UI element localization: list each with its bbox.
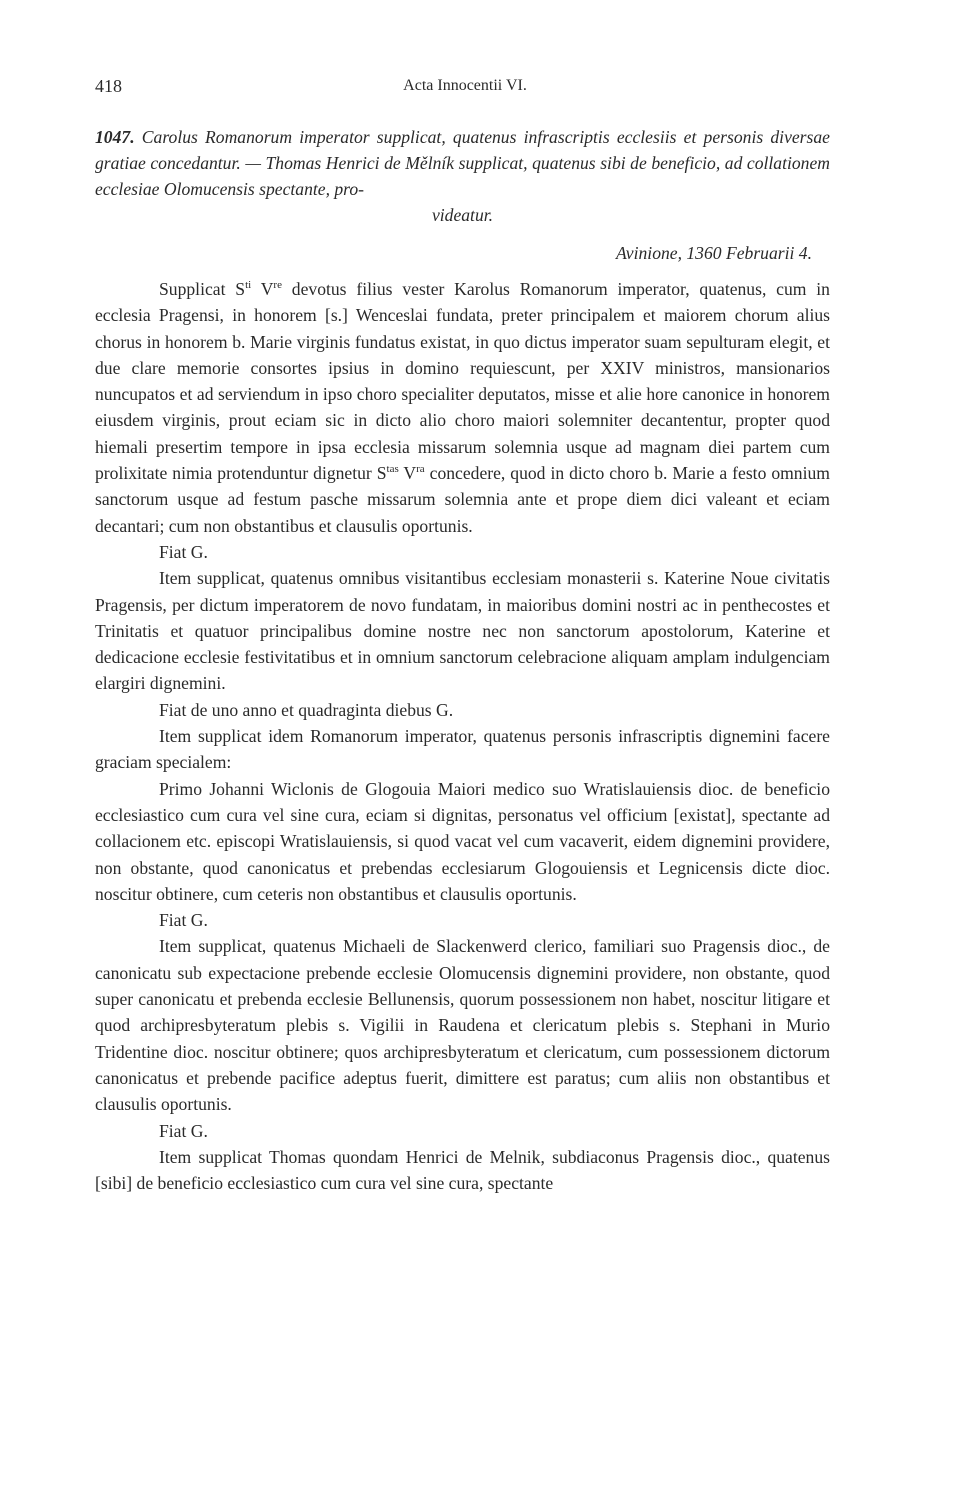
paragraph-item: Item supplicat, quatenus Michaeli de Slackenwerd clerico, familiari suo Pragensis dioc., de canonicatu sub expectacione prebende ecclesie Olomucensis dignemini providere, non obstante, quod super canonicatu et prebenda ecclesie Bellunensis, quorum possessionem non habet, noscitur litigare et quod archipresbyteratum plebis s. Vigilii in Raudena et clericatum plebis s. Stephani in Murio Tridentine dioc. noscitur obtinere; quos archipresbyteratum et clericatum, cum possessionem dictorum canonicatus et prebende pacifice adeptus fuerit, dimittere est paratus; cum aliis non obstantibus et clausulis oportunis. [95,936,830,1115]
regest-summary [95,124,830,202]
superscript: re [273,279,282,292]
fiat-grant: Fiat G. [159,541,208,562]
fiat-grant: Fiat G. [159,910,208,931]
superscript: ti [245,279,252,292]
running-title: Acta Innocentii VI. [403,77,527,94]
superscript: ra [416,463,425,476]
dateline: Avinione, 1360 Februarii 4. [616,243,812,263]
page-header [95,76,835,102]
text-segment: Supplicat S [159,279,246,299]
paragraph-item: Item supplicat idem Romanorum imperator, quatenus personis infrascriptis dignemini facere graciam specialem: [95,726,830,773]
document-body [95,124,830,1196]
regest-text: Carolus Romanorum imperator supplicat, quatenus infrascriptis ecclesiis et personis diversae gratiae concedantur. — Thomas Henrici de Mělník supplicat, quatenus sibi de beneficio, ad collationem ecclesiae Olomucensis spectante, pro- [95,127,830,199]
regest-continuation: videatur. [431,205,494,225]
document-number: 1047. [95,127,135,147]
text-segment: V [251,279,274,299]
page-number: 418 [95,76,122,96]
superscript: tas [386,463,399,476]
paragraph-supplication [95,276,830,539]
text-segment: V [398,463,417,484]
paragraph-item: Primo Johanni Wiclonis de Glogouia Maiori medico suo Wratislauiensis dioc. de beneficio ecclesiastico cum cura vel sine cura, eciam si dignitas, personatus vel officium [existat], spectante ad collacionem etc. episcopi Wratislauiensis, si quod vacat vel cum vacaverit, eidem dignemini providere, non obstante, quod canonicatus et prebendas ecclesiarum Glogouiensis et Legnicensis dicte dioc. noscitur obtinere, cum ceteris non obstantibus et clausulis oportunis. [95,778,830,904]
paragraph-item: Item supplicat Thomas quondam Henrici de Melnik, subdiaconus Pragensis dioc., quatenus [sibi] de beneficio ecclesiastico cum cura vel sine cura, spectante [95,1146,830,1194]
paragraph-item: Item supplicat, quatenus omnibus visitantibus ecclesiam monasterii s. Katerine Noue civitatis Pragensis, per dictum imperatorem de novo fundatam, in maioribus domini nostri ac in penthecostes et Trinitatis et quatuor principalibus domine nostre nec non sanctorum apostolorum, Katerine et dedicacione ecclesie festivitatibus et in omnium sanctorum celebracione aliquam amplam indulgenciam elargiri dignemini. [95,568,830,694]
fiat-grant: Fiat G. [159,1120,208,1141]
fiat-grant: Fiat de uno anno et quadraginta diebus G. [159,699,454,720]
text-segment: concedere, quod in dicto choro b. Marie a festo omnium sanctorum usque ad festum pasche missarum solemnia ante et prope diem dici valeant et eciam decantari; cum non obstantibus et clausulis oportunis. [95,463,830,536]
text-segment: devotus filius vester Karolus Romanorum imperator, quatenus, cum in ecclesia Pragensi, in honorem [s.] Wenceslai fundata, preter principalem et maiorem chorum alius chorus in honorem b. Marie virginis fundatus existat, in quo dictus imperator suam sepulturam elegit, et due clare memorie consortes ipsius in domino requiescunt, per XXIV ministros, mansionarios nuncupatos et ad serviendum in ipso choro specialiter deputatos, misse et alie hore canonice in honorem eiusdem virginis, prout eciam sic in dicto alio choro maiori solemniter decantentur, propter quod hiemali presertim tempore in ipsa ecclesia missarum solemnia usque ad magnam diei partem cum prolixitate nimia protenduntur dignetur S [95,279,830,484]
